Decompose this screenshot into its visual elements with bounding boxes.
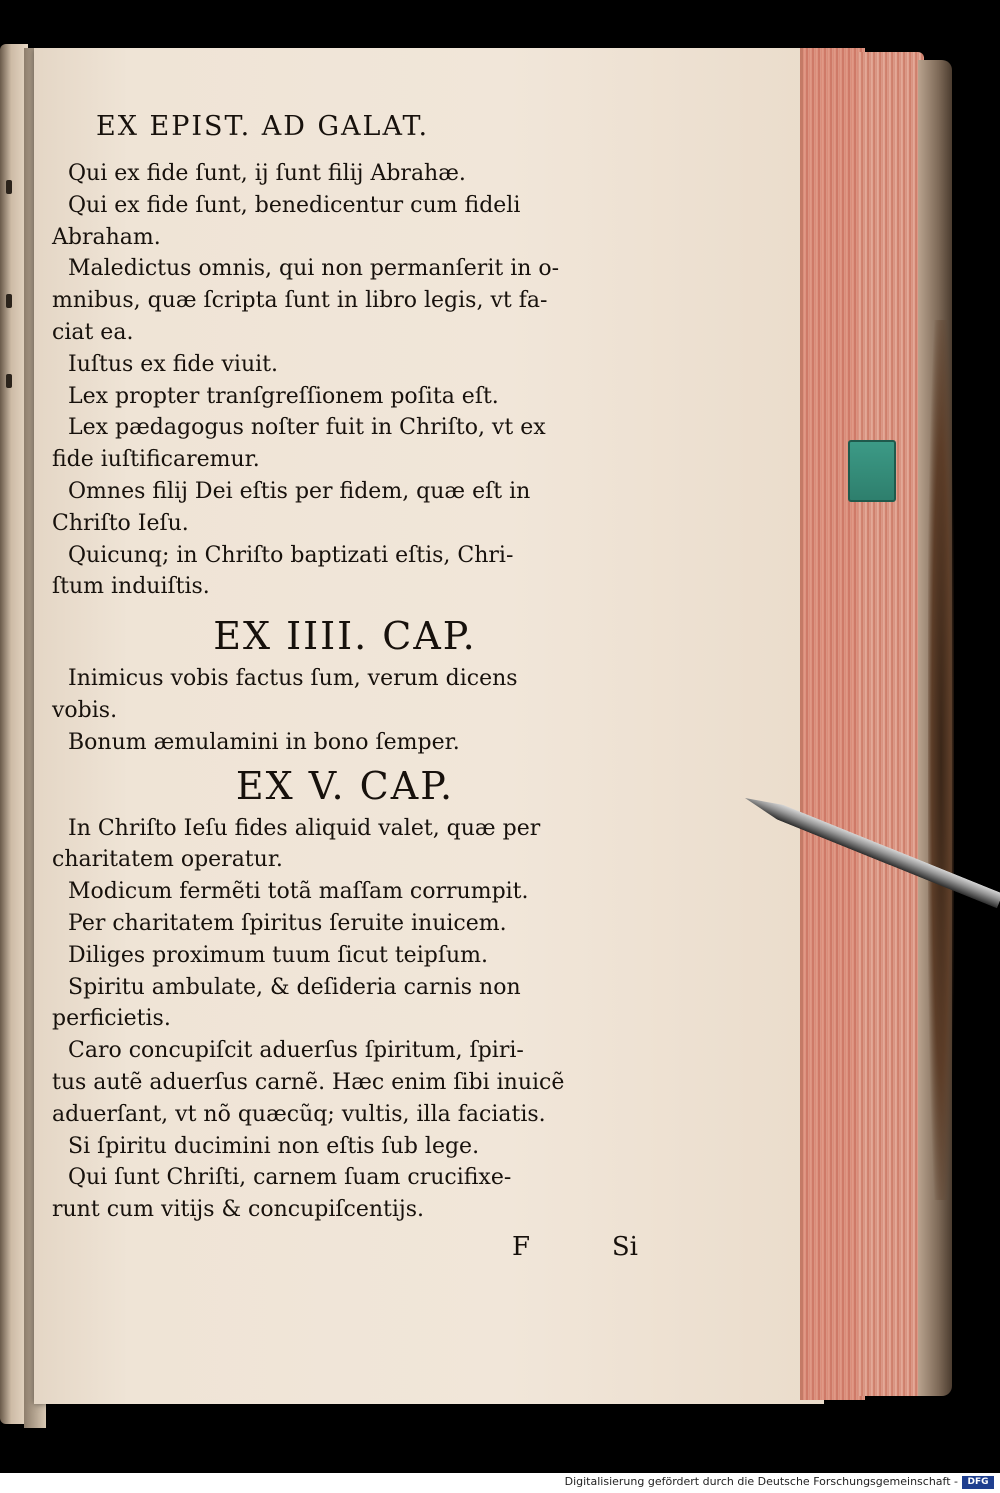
page-edges [800, 48, 865, 1400]
text-line: fide iuſtificaremur. [52, 447, 260, 473]
text-line: mnibus, quæ ſcripta ſunt in libro legis, vt fa- [52, 288, 548, 314]
dfg-logo: DFG [962, 1476, 994, 1489]
text-line: Iuſtus ex fide viuit. [68, 351, 278, 377]
text-line: aduerſant, vt nõ quæcũq; vultis, illa faciatis. [52, 1101, 546, 1127]
page-footer [52, 1232, 638, 1272]
text-line: Diliges proximum tuum ſicut teipſum. [68, 942, 488, 968]
text-line: Per charitatem ſpiritus ſeruite inuicem. [68, 910, 507, 936]
text-line: runt cum vitijs & concupiſcentijs. [52, 1197, 425, 1223]
text-line: In Chriſto Ieſu fides aliquid valet, quæ per [68, 815, 541, 841]
text-line: Si ſpiritu ducimini non eſtis ſub lege. [68, 1133, 480, 1159]
text-line: Quicunq; in Chriſto baptizati eſtis, Chri- [68, 542, 514, 568]
text-line: Chriſto Ieſu. [52, 510, 189, 536]
text-line: Omnes filij Dei eſtis per fidem, quæ eſt in [68, 478, 531, 504]
text-line: vobis. [52, 697, 118, 723]
text-line: Inimicus vobis factus ſum, verum dicens [68, 666, 518, 692]
text-line: Maledictus omnis, qui non permanſerit in o- [68, 256, 560, 282]
text-line: tus autẽ aduerſus carnẽ. Hæc enim ſibi inuicẽ [52, 1069, 565, 1095]
text-line: charitatem operatur. [52, 847, 283, 873]
ink-mark [6, 294, 12, 308]
text-line: ciat ea. [52, 319, 134, 345]
text-line: Abraham. [52, 224, 161, 250]
bookmark-tab [848, 440, 896, 502]
text-line: Qui ex fide ſunt, benedicentur cum fideli [68, 192, 521, 218]
text-line: Lex pædagogus noſter fuit in Chriſto, vt ex [68, 415, 546, 441]
book-cover [918, 60, 952, 1396]
text-line: Caro concupiſcit aduerſus ſpiritum, ſpiri- [68, 1038, 524, 1064]
text-line: Bonum æmulamini in bono ſemper. [68, 729, 460, 755]
text-line: perficietis. [52, 1006, 171, 1032]
ink-mark [6, 180, 12, 194]
text-line: Qui ſunt Chriſti, carnem ſuam crucifixe- [68, 1165, 512, 1191]
text-line: Modicum fermẽti totã maſſam corrumpit. [68, 879, 529, 905]
cover-wear [928, 320, 954, 1200]
funding-credit: Digitalisierung gefördert durch die Deutsche Forschungsgemeinschaft - [564, 1475, 958, 1488]
chapter-heading-v: EX V. CAP. [235, 763, 455, 808]
catchword: Si [611, 1231, 638, 1262]
chapter-heading-iiii: EX IIII. CAP. [213, 614, 477, 659]
page-text [52, 110, 638, 1272]
text-line: Spiritu ambulate, & deſideria carnis non [68, 974, 521, 1000]
signature-mark: F [512, 1231, 531, 1262]
text-line: ſtum induiſtis. [52, 574, 210, 600]
running-head: EX EPIST. AD GALAT. [96, 111, 430, 142]
text-line: Qui ex fide ſunt, ij ſunt filij Abrahæ. [68, 161, 466, 186]
ink-mark [6, 374, 12, 388]
page-edges-outer [858, 52, 924, 1396]
credit-bar [0, 1473, 1000, 1493]
text-line: Lex propter tranſgreſſionem poſita eſt. [68, 383, 499, 409]
